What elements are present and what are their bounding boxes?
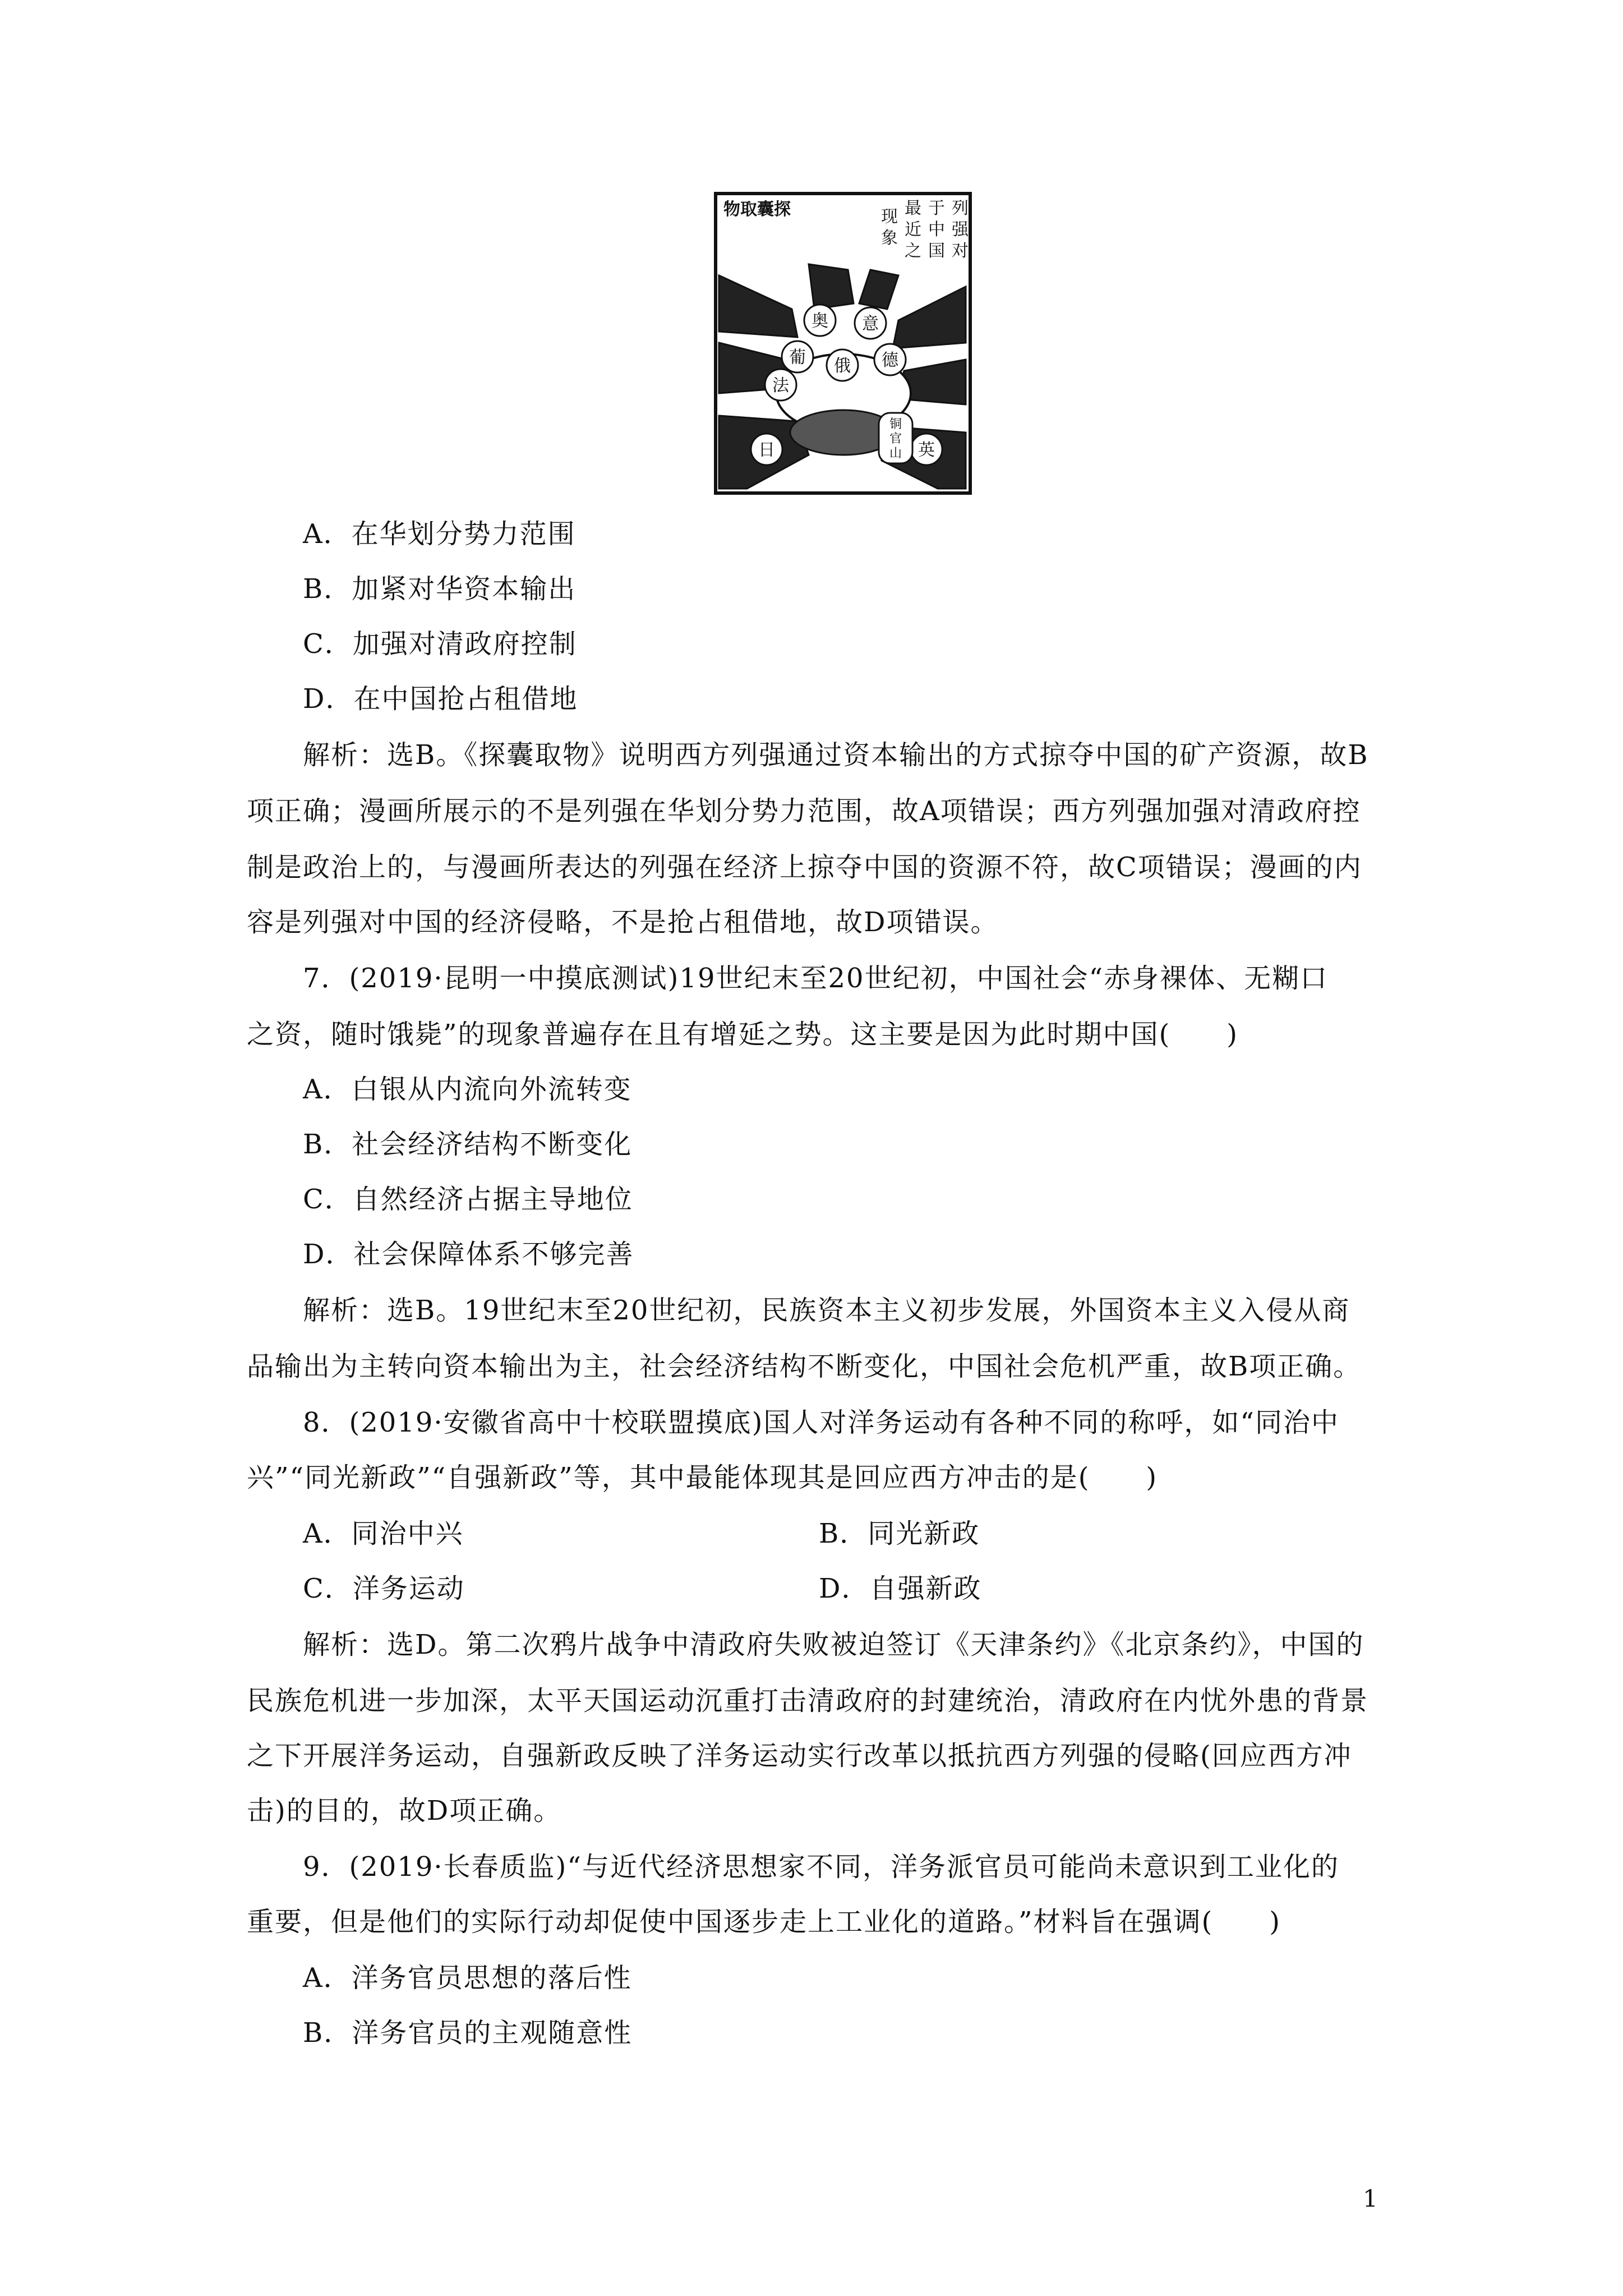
cartoon-caption: 列强对 于中国 最近之 现象	[881, 199, 969, 261]
q6-analysis-line: 解析：选B。《探囊取物》说明西方列强通过资本输出的方式掠夺中国的矿产资源，故B	[303, 739, 1369, 771]
q6-option-a: A．在华划分势力范围	[303, 518, 576, 550]
q6-option-d: D．在中国抢占租借地	[303, 683, 578, 715]
label-france: 法	[772, 376, 789, 395]
label-italy: 意	[862, 314, 879, 334]
q8-option-c: C．洋务运动	[303, 1573, 465, 1604]
q7-analysis-line: 品输出为主转向资本输出为主，社会经济结构不断变化，中国社会危机严重，故B项正确。	[247, 1351, 1362, 1382]
label-russia: 俄	[834, 356, 851, 376]
q6-analysis-line: 容是列强对中国的经济侵略，不是抢占租借地，故D项错误。	[247, 907, 999, 938]
q8-stem-line: 8．(2019·安徽省高中十校联盟摸底)国人对洋务运动有各种不同的称呼，如“同治中	[303, 1407, 1339, 1438]
label-portugal: 葡	[789, 348, 806, 367]
q6-analysis-line: 制是政治上的，与漫画所表达的列强在经济上掠夺中国的资源不符，故C项错误；漫画的内	[247, 852, 1362, 883]
cartoon-illustration	[713, 191, 972, 495]
q7-analysis-line: 解析：选B。19世纪末至20世纪初，民族资本主义初步发展，外国资本主义入侵从商	[303, 1295, 1350, 1326]
q9-stem-line: 重要，但是他们的实际行动却促使中国逐步走上工业化的道路。”材料旨在强调( )	[247, 1906, 1281, 1938]
q9-option-a: A．洋务官员思想的落后性	[303, 1962, 632, 1994]
q7-option-b: B．社会经济结构不断变化	[303, 1129, 633, 1160]
q8-option-b: B．同光新政	[819, 1518, 980, 1549]
label-japan: 日	[758, 440, 775, 460]
label-tongguanshan: 铜官山	[889, 417, 902, 461]
q6-option-b: B．加紧对华资本输出	[303, 573, 577, 605]
q7-stem-line: 7．(2019·昆明一中摸底测试)19世纪末至20世纪初，中国社会“赤身裸体、无糊口	[303, 963, 1329, 994]
q6-analysis-line: 项正确；漫画所展示的不是列强在华划分势力范围，故A项错误；西方列强加强对清政府控	[247, 795, 1361, 827]
q8-analysis-line: 民族危机进一步加深，太平天国运动沉重打击清政府的封建统治，清政府在内忧外患的背景	[247, 1685, 1369, 1717]
label-germany: 德	[882, 351, 898, 370]
q7-option-d: D．社会保障体系不够完善	[303, 1239, 634, 1270]
cartoon-title: 物取囊探	[723, 200, 791, 219]
page-number: 1	[1363, 2185, 1378, 2212]
q8-stem-line: 兴”“同光新政”“自强新政”等，其中最能体现其是回应西方冲击的是( )	[247, 1462, 1158, 1493]
q8-analysis-line: 之下开展洋务运动，自强新政反映了洋务运动实行改革以抵抗西方列强的侵略(回应西方冲	[247, 1740, 1352, 1772]
q7-option-c: C．自然经济占据主导地位	[303, 1184, 633, 1215]
q8-analysis-line: 解析：选D。第二次鸦片战争中清政府失败被迫签订《天津条约》《北京条约》，中国的	[303, 1629, 1364, 1660]
q9-stem-line: 9．(2019·长春质监)“与近代经济思想家不同，洋务派官员可能尚未意识到工业化的	[303, 1851, 1339, 1883]
q6-option-c: C．加强对清政府控制	[303, 628, 577, 660]
q9-option-b: B．洋务官员的主观随意性	[303, 2017, 633, 2049]
q8-analysis-line: 击)的目的，故D项正确。	[247, 1795, 562, 1826]
q8-option-a: A．同治中兴	[303, 1518, 464, 1549]
q7-stem-line: 之资，随时饿毙”的现象普遍存在且有增延之势。这主要是因为此时期中国( )	[247, 1019, 1238, 1050]
label-austria: 奥	[811, 311, 828, 331]
label-britain: 英	[918, 440, 935, 460]
q8-option-d: D．自强新政	[819, 1573, 982, 1604]
q7-option-a: A．白银从内流向外流转变	[303, 1074, 632, 1105]
